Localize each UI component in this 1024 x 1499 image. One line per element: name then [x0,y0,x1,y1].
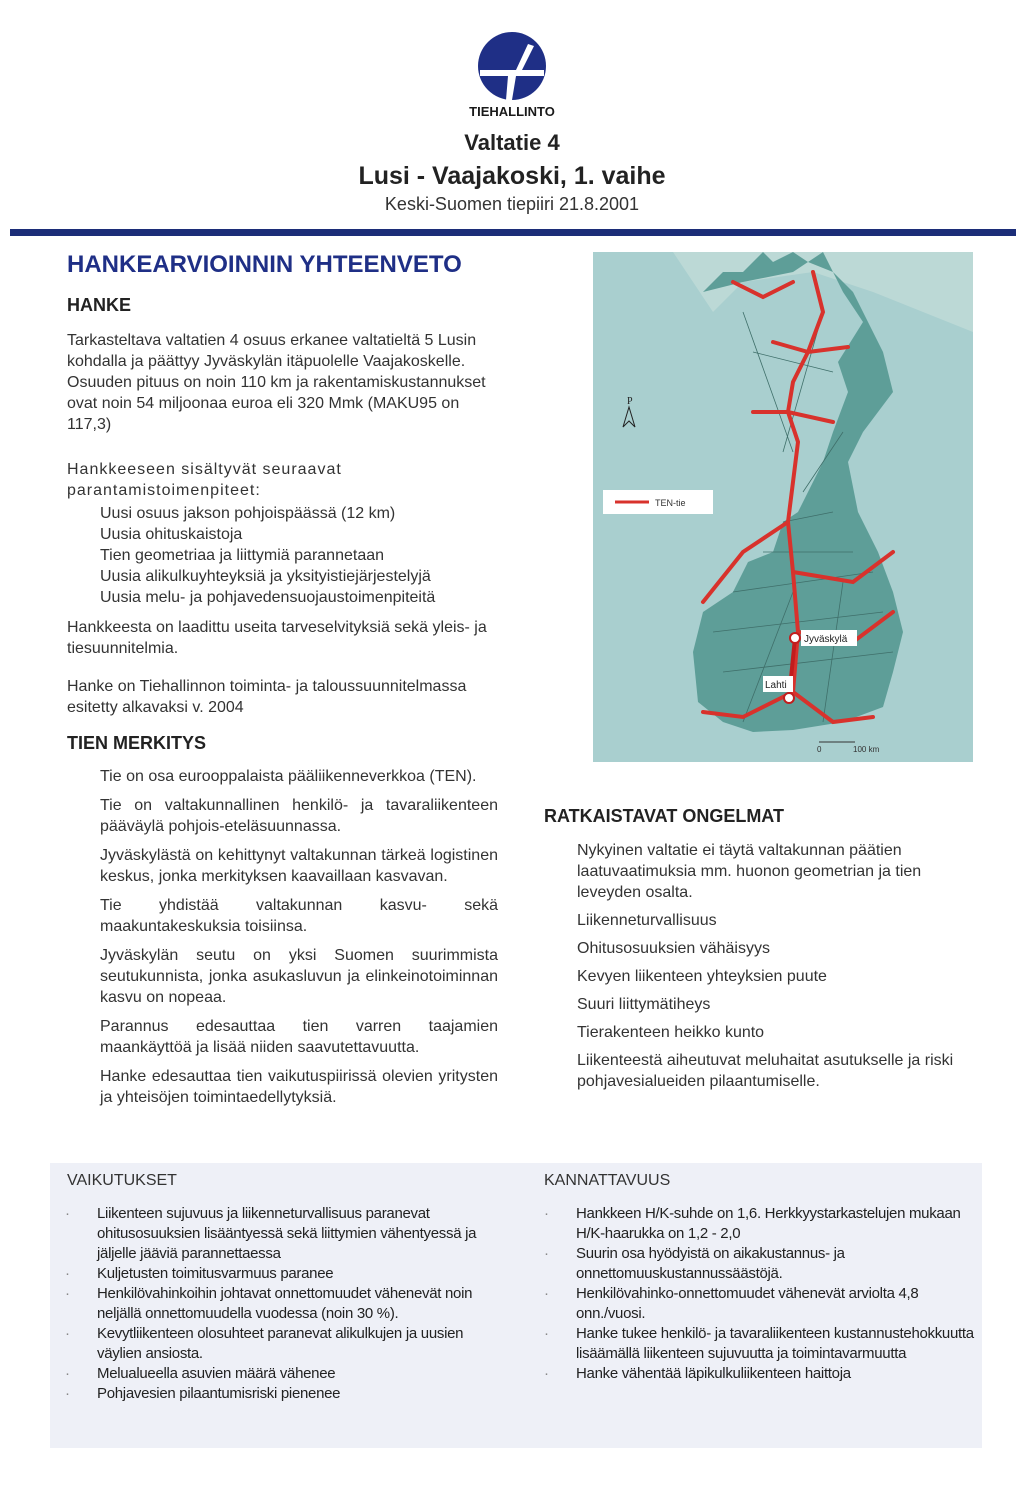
list-item: · Melualueella asuvien määrä vähenee [97,1364,499,1384]
section-title: Lusi - Vaajakoski, 1. vaihe [358,162,666,190]
list-item: · Pohjavesien pilaantumisriski pienenee [97,1384,499,1404]
schedule-text: Hanke on Tiehallinnon toiminta- ja taloussuunnitelmassa esitetty alkavaksi v. 2004 [67,678,467,716]
logo-label: TIEHALLINTO [469,104,555,119]
list-item: Hanke edesauttaa tien vaikutuspiirissä olevien yritysten ja yhteisöjen toimintaedellytyksiä. [100,1068,498,1106]
list-item: · Henkilövahinko-onnettomuudet vähenevät arviolta 4,8 onn./vuosi. [576,1284,978,1324]
north-label: P [627,396,633,407]
list-item: · Hanke tukee henkilö- ja tavaraliikenteen kustannustehokkuutta lisäämällä liikenteen sujuvuutta ja toimintavarmuutta [576,1324,978,1364]
tien-merkitys-heading: TIEN MERKITYS [67,733,207,753]
measures-note: Hankkeesta on laadittu useita tarveselvityksiä sekä yleis- ja tiesuunnitelmia. [67,619,487,657]
list-item: · Kuljetusten toimitusvarmuus paranee [97,1264,499,1284]
list-item: Tien geometriaa ja liittymiä parannetaan [100,547,385,564]
list-item: Parannus edesauttaa tien varren taajamien maankäyttöä ja lisää niiden saavutettavuutta. [100,1018,498,1056]
kannattavuus-list [576,1204,978,1384]
list-item: · Liikenteen sujuvuus ja liikenneturvallisuus paranevat ohitusosuuksien lisääntyessä sekä liittymien vähentyessä ja jäljelle jääviä parannettaessa [97,1204,499,1264]
vaikutukset-list [97,1204,499,1404]
ongelmat-list [577,840,977,1099]
list-item: · Kevytliikenteen olosuhteet paranevat alikulkujen ja uusien väylien ansiosta. [97,1324,499,1364]
ongelmat-heading: RATKAISTAVAT ONGELMAT [544,806,784,826]
measures-intro: Hankkeeseen sisältyvät seuraavat parantamistoimenpiteet: [67,461,342,499]
list-item: Suuri liittymätiheys [577,996,711,1013]
list-item: Nykyinen valtatie ei täytä valtakunnan päätien laatuvaatimuksia mm. huonon geometrian ja tien leveyden osalta. [577,842,922,901]
vaikutukset-heading: VAIKUTUKSET [67,1172,177,1189]
list-item: Tierakenteen heikko kunto [577,1024,765,1041]
list-item: Ohitusosuuksien vähäisyys [577,940,770,957]
list-item: Jyväskylästä on kehittynyt valtakunnan tärkeä logistinen keskus, jonka merkityksen kaavaillaan kasvavan. [100,847,498,885]
list-item: Kevyen liikenteen yhteyksien puute [577,968,827,985]
list-item: Tie on valtakunnallinen henkilö- ja tavaraliikenteen pääväylä pohjois-eteläsuunnassa. [100,797,498,835]
list-item: · Suurin osa hyödyistä on aikakustannus- ja onnettomuuskustannussäästöjä. [576,1244,978,1284]
list-item: Uusi osuus jakson pohjoispäässä (12 km) [100,505,396,522]
page-heading: HANKEARVIOINNIN YHTEENVETO [67,251,462,278]
scale-label: 100 km [853,745,880,754]
list-item: · Hanke vähentää läpikulkuliikenteen haittoja [576,1364,978,1384]
finland-road-map [593,252,973,762]
district-date: Keski-Suomen tiepiiri 21.8.2001 [384,194,640,214]
list-item: · Hankkeen H/K-suhde on 1,6. Herkkyystarkastelujen mukaan H/K-haarukka on 1,2 - 2,0 [576,1204,978,1244]
road-title: Valtatie 4 [464,130,560,155]
legend-label: TEN-tie [655,498,686,508]
hanke-heading: HANKE [67,295,132,315]
lahti-marker [784,693,794,703]
measures-list [100,503,520,608]
list-item: · Henkilövahinkoihin johtavat onnettomuudet vähenevät noin neljällä onnettomuudella vuodessa (noin 30 %). [97,1284,499,1324]
list-item: Liikenneturvallisuus [577,912,717,929]
list-item: Jyväskylän seutu on yksi Suomen suurimmista seutukunnista, jonka asukasluvun ja elinkeinotoiminnan kasvu on nopeaa. [100,947,498,1006]
tiehallinto-logo [472,30,552,110]
tien-merkitys-list [100,766,498,1116]
hanke-description: Tarkasteltava valtatien 4 osuus erkanee valtatieltä 5 Lusin kohdalla ja päättyy Jyväskylän itäpuolelle Vaajakoskelle. Osuuden pituus on noin 110 km ja rakentamiskustannukset ovat noin 54 miljoonaa euroa eli 320 Mmk (MAKU95 on 117,3) [67,332,486,433]
city-label-lahti: Lahti [765,680,787,691]
list-item: Tie on osa eurooppalaista pääliikenneverkkoa (TEN). [100,768,477,785]
header-rule [10,229,1016,236]
scale-zero: 0 [817,745,822,754]
list-item: Uusia melu- ja pohjavedensuojaustoimenpiteitä [100,589,436,606]
list-item: Uusia alikulkuyhteyksiä ja yksityistiejärjestelyjä [100,568,431,585]
list-item: Uusia ohituskaistoja [100,526,243,543]
city-label-jyvaskyla: Jyväskylä [804,634,848,645]
list-item: Liikenteestä aiheutuvat meluhaitat asutukselle ja riski pohjavesialueiden pilaantumiselle. [577,1052,954,1090]
kannattavuus-heading: KANNATTAVUUS [544,1172,671,1189]
jyvaskyla-marker [790,633,800,643]
list-item: Tie yhdistää valtakunnan kasvu- sekä maakuntakeskuksia toisiinsa. [100,897,498,935]
